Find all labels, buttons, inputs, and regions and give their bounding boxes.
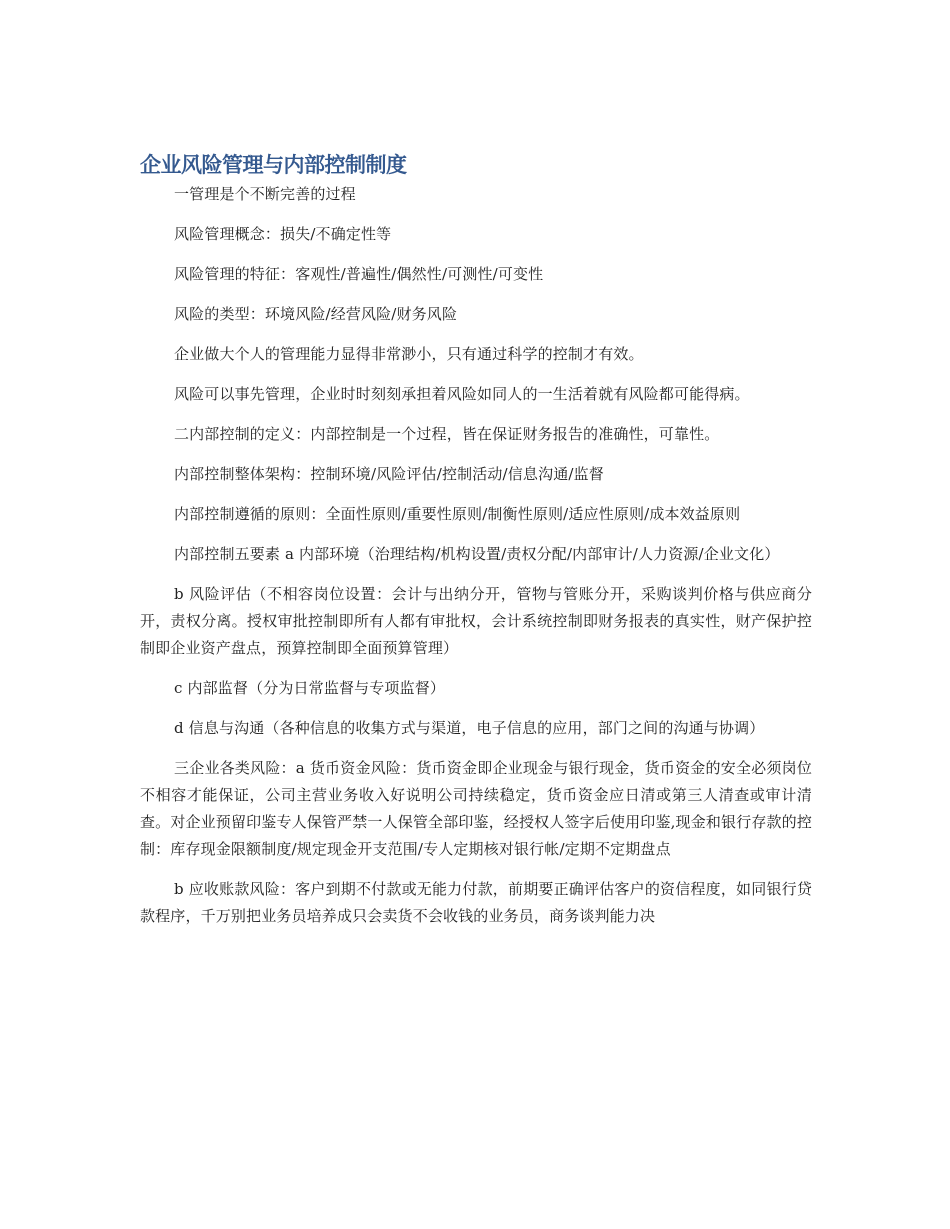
paragraph-5: 企业做大个人的管理能力显得非常渺小，只有通过科学的控制才有效。 — [174, 345, 644, 363]
paragraph-2: 风险管理概念：损失/不确定性等 — [174, 225, 392, 243]
paragraph-11: b 风险评估（不相容岗位设置：会计与出纳分开，管物与管账分开，采购谈判价格与供应商分开，责权分离。授权审批控制即所有人都有审批权，会计系统控制即财务报表的真实性，财产保护控制即企业资产盘点，预算控制即全面预算管理） — [140, 585, 812, 657]
paragraph-4: 风险的类型：环境风险/经营风险/财务风险 — [174, 305, 458, 323]
document-title: 企业风险管理与内部控制制度 — [140, 153, 407, 177]
paragraph-8: 内部控制整体架构：控制环境/风险评估/控制活动/信息沟通/监督 — [174, 465, 604, 483]
document-body — [140, 150, 812, 943]
paragraph-9: 内部控制遵循的原则：全面性原则/重要性原则/制衡性原则/适应性原则/成本效益原则 — [174, 505, 741, 523]
paragraph-15: b 应收账款风险：客户到期不付款或无能力付款，前期要正确评估客户的资信程度，如同银行贷款程序，千万别把业务员培养成只会卖货不会收钱的业务员，商务谈判能力决 — [140, 880, 812, 925]
paragraph-13: d 信息与沟通（各种信息的收集方式与渠道，电子信息的应用，部门之间的沟通与协调） — [174, 719, 765, 737]
paragraph-6: 风险可以事先管理，企业时时刻刻承担着风险如同人的一生活着就有风险都可能得病。 — [174, 385, 750, 403]
paragraph-7: 二内部控制的定义：内部控制是一个过程，皆在保证财务报告的准确性，可靠性。 — [174, 425, 720, 443]
paragraph-3: 风险管理的特征：客观性/普遍性/偶然性/可测性/可变性 — [174, 265, 544, 283]
paragraph-1: 一管理是个不断完善的过程 — [174, 185, 356, 203]
paragraph-12: c 内部监督（分为日常监督与专项监督） — [174, 679, 446, 697]
paragraph-14: 三企业各类风险：a 货币资金风险：货币资金即企业现金与银行现金，货币资金的安全必须岗位不相容才能保证，公司主营业务收入好说明公司持续稳定，货币资金应日清或第三人清查或审计清查。对企业预留印鉴专人保管严禁一人保管全部印鉴，经授权人签字后使用印鉴,现金和银行存款的控制：库存现金限额制度/规定现金开支范围/专人定期核对银行帐/定期不定期盘点 — [140, 759, 812, 858]
paragraph-10: 内部控制五要素 a 内部环境（治理结构/机构设置/责权分配/内部审计/人力资源/企业文化） — [174, 545, 780, 563]
